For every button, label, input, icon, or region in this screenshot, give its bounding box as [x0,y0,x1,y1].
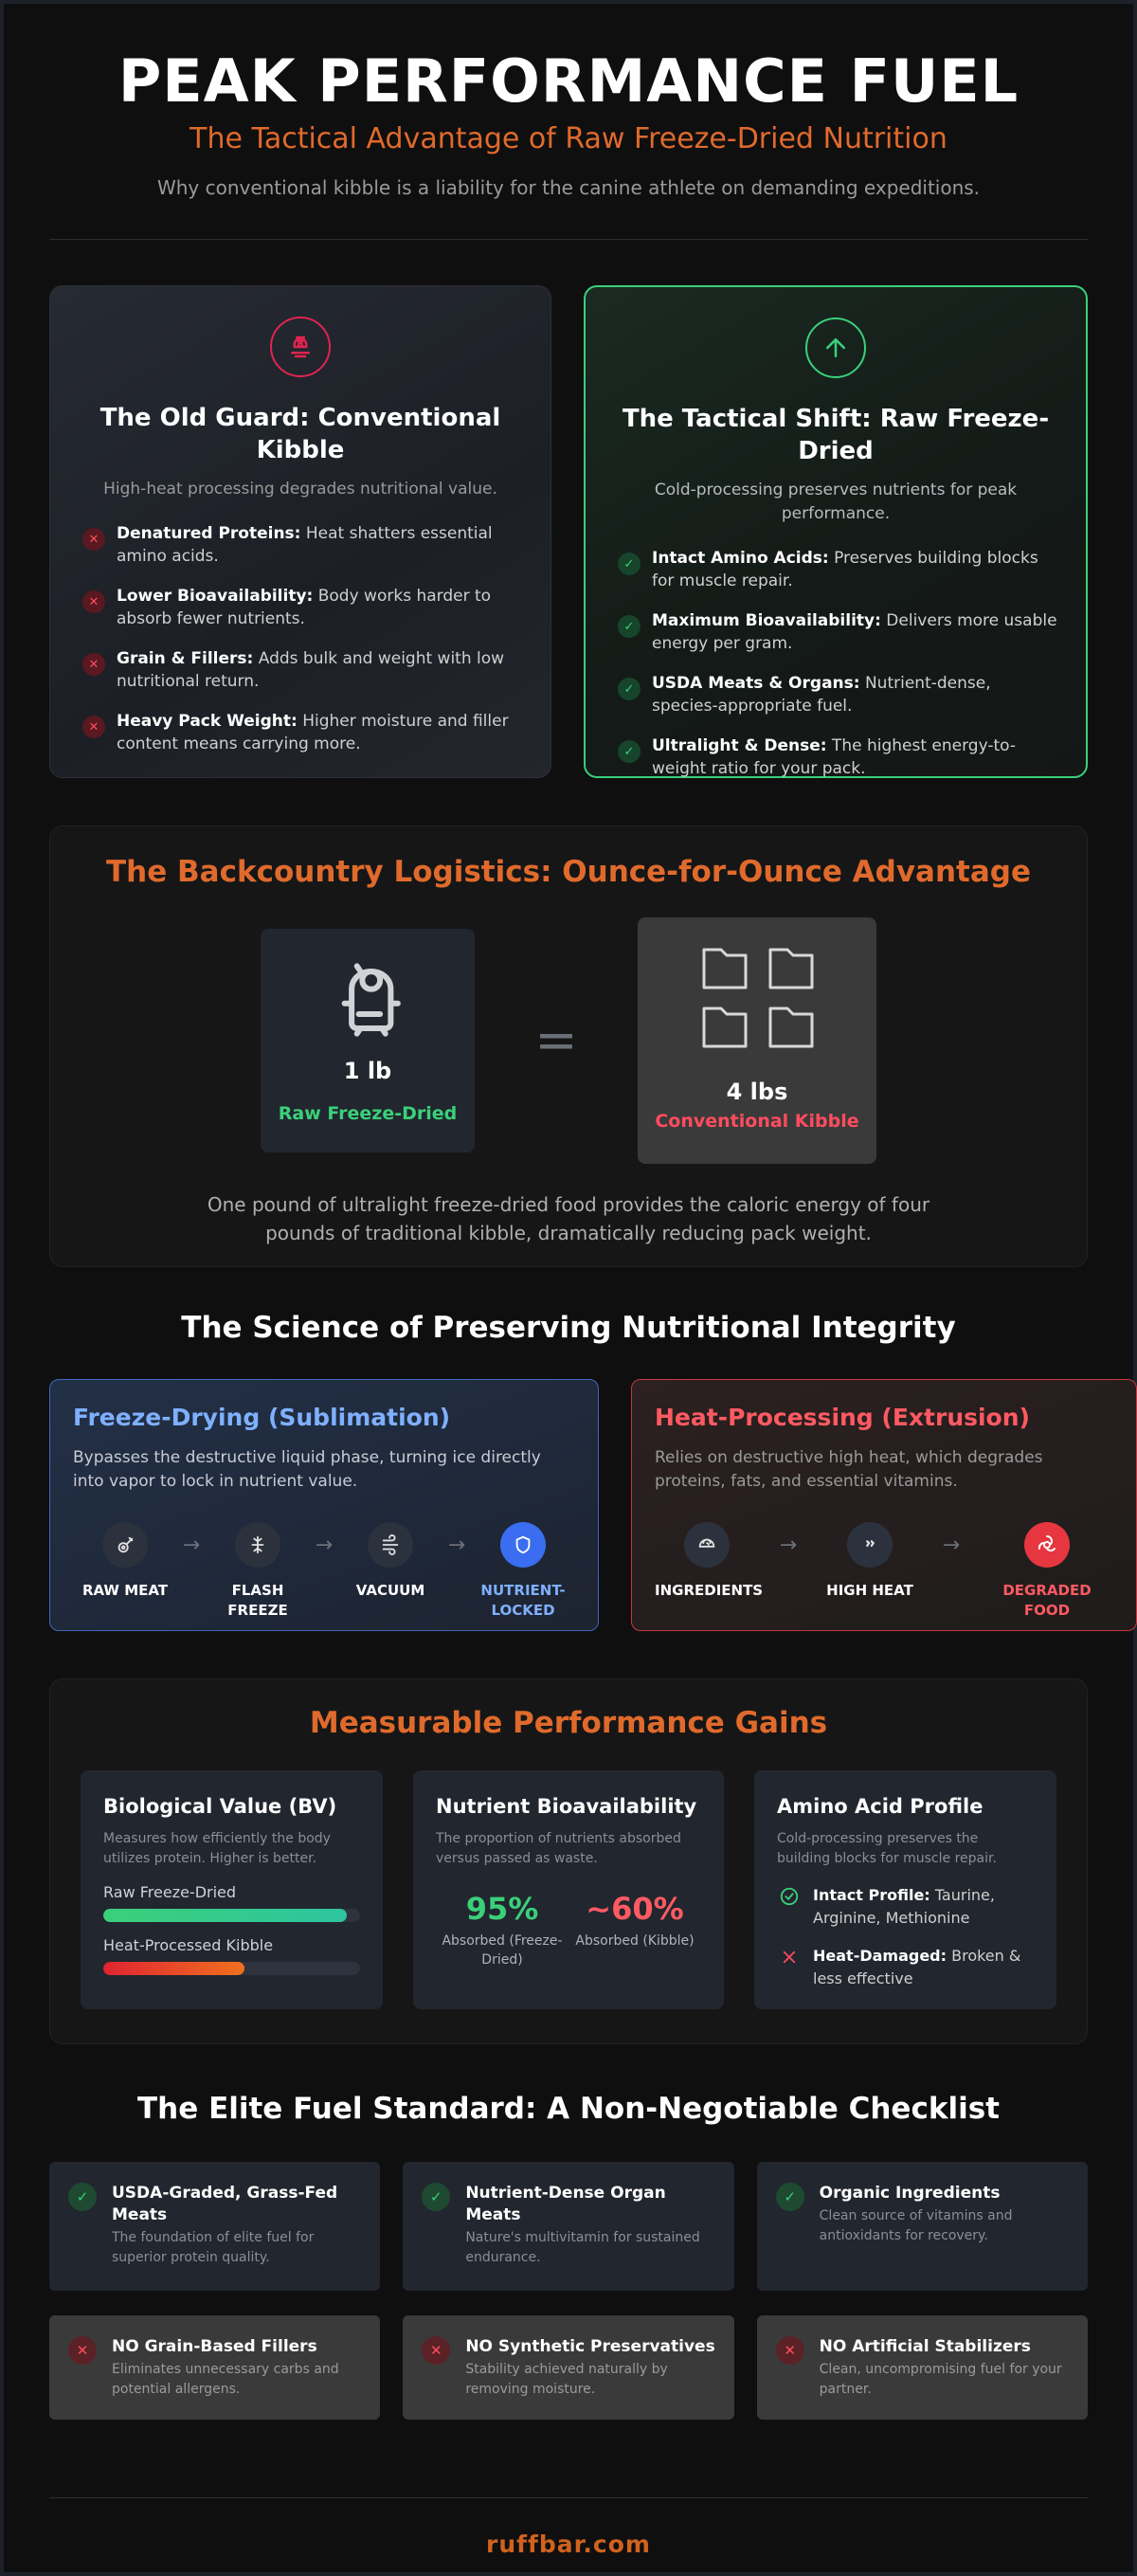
list-item [79,647,522,693]
item-text: Heat shatters essential amino acids. [117,524,493,566]
item-desc: Nature's multivitamin for sustained endurance. [465,2230,700,2265]
checklist-item [49,2315,380,2420]
bv-bar-freeze-dried [103,1909,360,1922]
kibble-label: Conventional Kibble [655,1111,859,1132]
amino-title: Amino Acid Profile [777,1795,984,1818]
biological-value-card [81,1770,383,2009]
weight-comparison [50,917,1087,1164]
flame-icon [847,1522,893,1568]
list-item [614,609,1057,655]
tactical-shift-subtitle: Cold-processing preserves nutrients for peak performance. [654,481,1018,523]
checklist-title: The Elite Fuel Standard: A Non-Negotiable Checklist [137,2092,1000,2126]
heat-processing-card [631,1379,1137,1631]
tactical-shift-title: The Tactical Shift: Raw Freeze-Dried [622,405,1050,465]
bioavailability-card [413,1770,724,2009]
stat-caption: Absorbed (Freeze-Dried) [442,1933,563,1968]
list-item [614,672,1057,717]
item-text: Higher moisture and filler content means carrying more. [117,712,509,753]
footer-divider [49,2497,1088,2498]
snowflake-icon [235,1522,280,1568]
item-desc: Clean, uncompromising fuel for your partner. [819,2362,1062,2397]
tactical-shift-card [584,285,1088,778]
step-label: NUTRIENT-LOCKED [480,1582,566,1619]
stat-value: ~60% [586,1891,684,1927]
process-step [981,1522,1113,1621]
old-guard-card [49,285,551,778]
science-title: The Science of Preserving Nutritional Integrity [181,1311,956,1345]
stat-freeze-dried [436,1890,568,1969]
check-mark-icon: ✓ [68,2183,97,2211]
old-guard-title: The Old Guard: Conventional Kibble [99,404,501,464]
item-label: Lower Bioavailability: [117,587,314,606]
item-desc: The foundation of elite fuel for superior protein quality. [112,2230,315,2265]
arrow-right-icon: → [942,1533,961,1557]
page-tagline: Why conventional kibble is a liability for the canine athlete on demanding expeditions. [156,176,981,199]
bv-desc: Measures how efficiently the body utilizes protein. Higher is better. [103,1831,331,1866]
check-mark-icon: ✓ [618,740,641,763]
process-step [338,1522,442,1601]
process-step [206,1522,310,1621]
item-title: NO Artificial Stabilizers [819,2337,1031,2356]
logistics-note: One pound of ultralight freeze-dried food provides the caloric energy of four pounds of traditional kibble, dramatically reducing pack weight. [207,1193,930,1244]
item-title: Nutrient-Dense Organ Meats [465,2184,666,2224]
check-mark-icon: ✓ [422,2183,450,2211]
step-label: FLASH FREEZE [227,1582,288,1619]
item-text: Body works harder to absorb fewer nutrients. [117,587,492,628]
item-title: Organic Ingredients [819,2184,1001,2203]
item-label: USDA Meats & Organs: [652,674,860,693]
bar-fill [103,1909,347,1922]
item-desc: Clean source of vitamins and antioxidants for recovery. [819,2208,1013,2243]
step-label: DEGRADED FOOD [1002,1582,1092,1619]
x-mark-icon [779,1947,800,1968]
old-guard-list [79,522,522,755]
header [49,4,1088,201]
x-mark-icon: ✕ [422,2336,450,2365]
process-step [73,1522,177,1601]
performance-cards [81,1770,1056,2009]
checklist-item [757,2162,1088,2291]
shield-icon [500,1522,546,1568]
x-mark-icon: ✕ [82,653,105,676]
check-circle-icon [779,1886,800,1907]
kibble-bags-icon [638,940,876,1067]
comparison-section [49,285,1088,778]
kibble-weight-box [638,917,876,1164]
x-mark-icon: ✕ [82,528,105,551]
stat-kibble [568,1890,701,1969]
bioavailability-stats [436,1890,701,1969]
x-mark-icon: ✕ [776,2336,804,2365]
freeze-dried-label: Raw Freeze-Dried [278,1103,458,1124]
ingredients-icon [684,1522,730,1568]
page-title: PEAK PERFORMANCE FUEL [117,46,1020,116]
list-item [79,522,522,568]
kibble-amount: 4 lbs [726,1079,788,1105]
check-mark-icon: ✓ [618,678,641,700]
old-guard-subtitle: High-heat processing degrades nutritional value. [103,480,497,499]
list-item [614,735,1057,780]
step-label: INGREDIENTS [655,1582,764,1599]
process-step [818,1522,922,1601]
process-step [655,1522,764,1601]
page-subtitle: The Tactical Advantage of Raw Freeze-Dried Nutrition [190,122,948,155]
item-text: Preserves building blocks for muscle repair. [652,549,1038,590]
check-mark-icon: ✓ [776,2183,804,2211]
item-label: Intact Profile: [813,1886,930,1904]
tactical-shift-list [614,547,1057,780]
item-text: Delivers more usable energy per gram. [652,611,1057,653]
check-mark-icon: ✓ [618,615,641,638]
freeze-drying-title: Freeze-Drying (Sublimation) [73,1404,451,1431]
bar-label: Raw Freeze-Dried [103,1883,237,1901]
item-label: Maximum Bioavailability: [652,611,881,630]
list-item [614,547,1057,592]
freeze-dried-amount: 1 lb [343,1058,392,1084]
raw-meat-icon [102,1522,148,1568]
check-mark-icon: ✓ [618,553,641,575]
x-mark-icon: ✕ [68,2336,97,2365]
amino-desc: Cold-processing preserves the building blocks for muscle repair. [777,1831,997,1866]
bar-label: Heat-Processed Kibble [103,1936,274,1954]
checklist-item [49,2162,380,2291]
stat-value: 95% [465,1891,539,1927]
item-label: Heavy Pack Weight: [117,712,298,731]
arrow-right-icon: → [447,1533,466,1557]
item-desc: Eliminates unnecessary carbs and potential allergens. [112,2362,339,2397]
vacuum-icon [368,1522,413,1568]
arrow-up-icon [805,317,866,378]
freeze-drying-desc: Bypasses the destructive liquid phase, turning ice directly into vapor to lock in nutrient value. [73,1448,541,1491]
x-mark-icon: ✕ [82,716,105,738]
item-label: Intact Amino Acids: [652,549,829,568]
kibble-bowl-icon [270,317,331,377]
backpack-icon [261,957,475,1046]
freeze-drying-steps [73,1522,575,1621]
item-text: Adds bulk and weight with low nutritional return. [117,649,505,691]
checklist-grid [49,2162,1088,2420]
item-text: Nutrient-dense, species-appropriate fuel. [652,674,991,716]
item-title: NO Synthetic Preservatives [465,2337,715,2356]
item-label: Denatured Proteins: [117,524,301,543]
stat-caption: Absorbed (Kibble) [575,1933,695,1949]
equals-sign: = [534,1010,578,1070]
checklist-item [403,2315,733,2420]
amino-item [777,1945,1034,1990]
item-text: Broken & less effective [813,1947,1021,1987]
heat-processing-steps [655,1522,1113,1621]
process-step [471,1522,575,1621]
bioavailability-title: Nutrient Bioavailability [436,1795,697,1818]
bv-title: Biological Value (BV) [103,1795,337,1818]
checklist-item [403,2162,733,2291]
item-label: Ultralight & Dense: [652,736,827,755]
arrow-right-icon: → [315,1533,334,1557]
bar-fill [103,1962,244,1975]
performance-section [49,1678,1088,2044]
list-item [79,585,522,630]
amino-item [777,1884,1034,1930]
list-item [79,710,522,755]
performance-title: Measurable Performance Gains [309,1706,828,1740]
item-title: USDA-Graded, Grass-Fed Meats [112,2184,338,2224]
biohazard-icon [1024,1522,1070,1568]
arrow-right-icon: → [182,1533,201,1557]
checklist-item [757,2315,1088,2420]
item-desc: Stability achieved naturally by removing moisture. [465,2362,668,2397]
x-mark-icon: ✕ [82,590,105,613]
heat-processing-desc: Relies on destructive high heat, which degrades proteins, fats, and essential vitamins. [655,1448,1043,1491]
logistics-section [49,825,1088,1267]
freeze-dried-weight-box [261,929,475,1152]
heat-processing-title: Heat-Processing (Extrusion) [655,1404,1030,1431]
logistics-title: The Backcountry Logistics: Ounce-for-Ounce Advantage [106,855,1031,889]
amino-acid-card [754,1770,1056,2009]
item-text: The highest energy-to-weight ratio for your pack. [652,736,1016,778]
arrow-right-icon: → [779,1533,798,1557]
step-label: HIGH HEAT [826,1582,913,1599]
step-label: RAW MEAT [81,1582,169,1599]
header-divider [49,239,1088,240]
step-label: VACUUM [355,1582,425,1599]
freeze-drying-card [49,1379,599,1631]
bv-bar-kibble [103,1962,360,1975]
footer-site-link[interactable]: ruffbar.com [486,2531,651,2558]
item-title: NO Grain-Based Fillers [112,2337,317,2356]
item-text: Taurine, Arginine, Methionine [813,1886,995,1927]
science-section [49,1379,1092,1631]
item-label: Heat-Damaged: [813,1947,948,1965]
bioavailability-desc: The proportion of nutrients absorbed versus passed as waste. [436,1831,681,1866]
item-label: Grain & Fillers: [117,649,254,668]
